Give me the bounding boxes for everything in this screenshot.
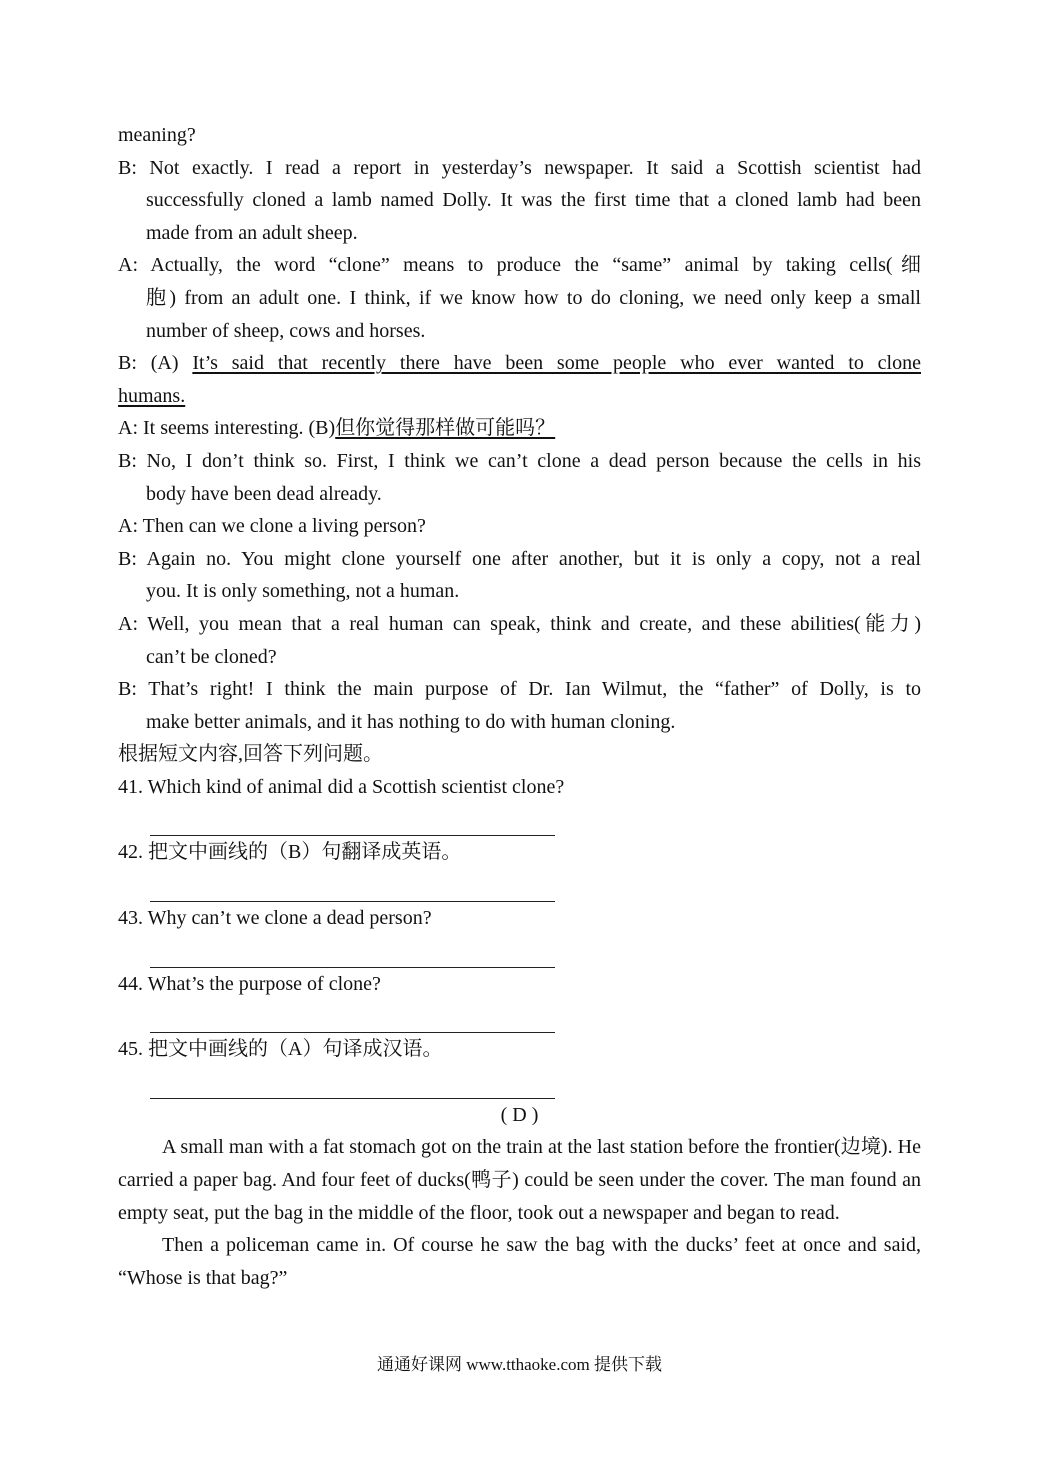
passage-paragraph: A small man with a fat stomach got on the train at the last station before the frontier(边境). He carried a paper bag. And four feet of ducks(鸭子) could be seen under the cover. The man found an empty seat, put the bag in the middle of the floor, took out a newspaper and began to read. (118, 1136, 921, 1224)
dialogue-line: B: No, I don’t think so. First, I think we can’t clone a dead person because the cells in his (118, 449, 921, 472)
answer-line-43[interactable] (150, 935, 555, 968)
answer-line-44[interactable] (150, 1000, 555, 1033)
page-footer: 通通好课网 www.tthaoke.com 提供下载 (376, 1355, 663, 1374)
dialogue-line: B: Again no. You might clone yourself one after another, but it is only a copy, not a real (118, 547, 921, 570)
underlined-sentence-b: 但你觉得那样做可能吗？ (335, 417, 556, 440)
dialogue-line: meaning? (118, 124, 196, 146)
underlined-sentence-a: It’s said that recently there have been some people who ever wanted to clone (192, 352, 921, 375)
question-43: 43. Why can’t we clone a dead person? (118, 907, 432, 930)
question-44: 44. What’s the purpose of clone? (118, 972, 381, 995)
question-42: 42. 把文中画线的（B）句翻译成英语。 (118, 841, 462, 864)
dialogue-line: B: Not exactly. I read a report in yesterday’s newspaper. It said a Scottish scientist had (118, 156, 921, 179)
passage-paragraph: Then a policeman came in. Of course he saw the bag with the ducks’ feet at once and said, “Whose is that bag?” (118, 1234, 921, 1289)
question-45: 45. 把文中画线的（A）句译成汉语。 (118, 1038, 443, 1061)
dialogue-line-underlined-a (118, 347, 921, 380)
dialogue-line: can’t be cloned? (146, 645, 277, 668)
instruction: 根据短文内容,回答下列问题。 (118, 743, 383, 766)
speaker-prefix: A: It seems interesting. (B) (118, 417, 336, 440)
dialogue-line: made from an adult sheep. (146, 221, 358, 244)
dialogue-line: number of sheep, cows and horses. (146, 319, 426, 342)
dialogue-line: successfully cloned a lamb named Dolly. It was the first time that a cloned lamb had been (146, 189, 921, 212)
dialogue-line: A: Then can we clone a living person? (118, 515, 426, 538)
dialogue-line-underlined-b (118, 412, 921, 445)
dialogue-line: you. It is only something, not a human. (146, 580, 460, 603)
dialogue-line: body have been dead already. (146, 482, 382, 505)
answer-line-42[interactable] (150, 869, 555, 902)
dialogue-line: make better animals, and it has nothing to do with human cloning. (146, 710, 676, 733)
dialogue-line: 胞) from an adult one. I think, if we know how to do cloning, we need only keep a small (146, 286, 921, 309)
answer-line-41[interactable] (150, 803, 555, 836)
section-label: ( D ) (500, 1103, 539, 1126)
underlined-sentence-a-cont: humans. (118, 384, 186, 407)
dialogue-line: A: Actually, the word “clone” means to produce the “same” animal by taking cells(细 (118, 254, 921, 277)
dialogue-line (118, 380, 921, 413)
answer-line-45[interactable] (150, 1066, 555, 1099)
speaker-prefix: B: (A) (118, 352, 193, 375)
dialogue-line: B: That’s right! I think the main purpose of Dr. Ian Wilmut, the “father” of Dolly, is to (118, 678, 921, 701)
document-page (118, 119, 921, 1294)
question-41: 41. Which kind of animal did a Scottish scientist clone? (118, 775, 565, 798)
dialogue-line: A: Well, you mean that a real human can speak, think and create, and these abilities(能力) (118, 612, 921, 635)
